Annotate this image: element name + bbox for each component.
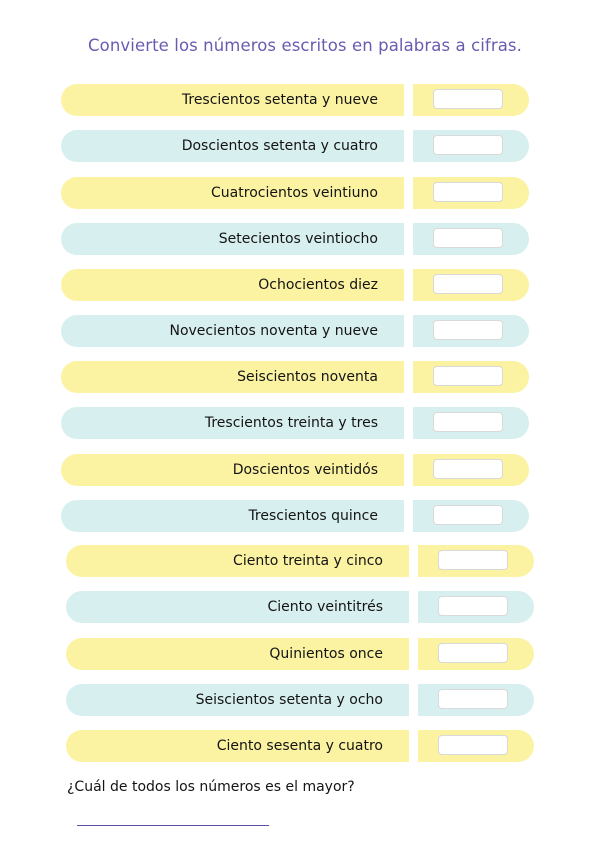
answer-pill <box>413 84 529 116</box>
answer-line[interactable] <box>77 825 269 826</box>
answer-input-box[interactable] <box>433 135 503 155</box>
answer-input-box[interactable] <box>438 596 508 616</box>
number-words-label: Ciento veintitrés <box>66 591 409 623</box>
number-words-label: Setecientos veintiocho <box>61 223 404 255</box>
answer-input-box[interactable] <box>433 366 503 386</box>
number-words-label: Seiscientos noventa <box>61 361 404 393</box>
answer-pill <box>413 315 529 347</box>
answer-input-box[interactable] <box>433 182 503 202</box>
answer-pill <box>413 361 529 393</box>
answer-input-box[interactable] <box>438 735 508 755</box>
answer-input-box[interactable] <box>433 89 503 109</box>
number-words-label: Trescientos quince <box>61 500 404 532</box>
number-words-label: Doscientos veintidós <box>61 454 404 486</box>
number-words-label: Cuatrocientos veintiuno <box>61 177 404 209</box>
answer-pill <box>413 130 529 162</box>
answer-pill <box>418 684 534 716</box>
answer-pill <box>413 177 529 209</box>
number-words-label: Quinientos once <box>66 638 409 670</box>
answer-input-box[interactable] <box>433 228 503 248</box>
answer-pill <box>413 269 529 301</box>
number-words-label: Novecientos noventa y nueve <box>61 315 404 347</box>
answer-input-box[interactable] <box>433 320 503 340</box>
number-words-label: Seiscientos setenta y ocho <box>66 684 409 716</box>
answer-pill <box>413 500 529 532</box>
answer-pill <box>413 223 529 255</box>
number-words-label: Ochocientos diez <box>61 269 404 301</box>
number-words-label: Trescientos treinta y tres <box>61 407 404 439</box>
answer-input-box[interactable] <box>438 689 508 709</box>
answer-input-box[interactable] <box>438 550 508 570</box>
instruction-title: Convierte los números escritos en palabras a cifras. <box>88 36 522 55</box>
number-words-label: Ciento sesenta y cuatro <box>66 730 409 762</box>
question-text: ¿Cuál de todos los números es el mayor? <box>67 779 355 795</box>
answer-pill <box>418 545 534 577</box>
answer-input-box[interactable] <box>433 412 503 432</box>
number-words-label: Trescientos setenta y nueve <box>61 84 404 116</box>
answer-pill <box>413 454 529 486</box>
answer-pill <box>413 407 529 439</box>
answer-input-box[interactable] <box>433 505 503 525</box>
answer-pill <box>418 638 534 670</box>
answer-input-box[interactable] <box>438 643 508 663</box>
answer-input-box[interactable] <box>433 459 503 479</box>
answer-pill <box>418 591 534 623</box>
answer-input-box[interactable] <box>433 274 503 294</box>
answer-pill <box>418 730 534 762</box>
number-words-label: Doscientos setenta y cuatro <box>61 130 404 162</box>
number-words-label: Ciento treinta y cinco <box>66 545 409 577</box>
